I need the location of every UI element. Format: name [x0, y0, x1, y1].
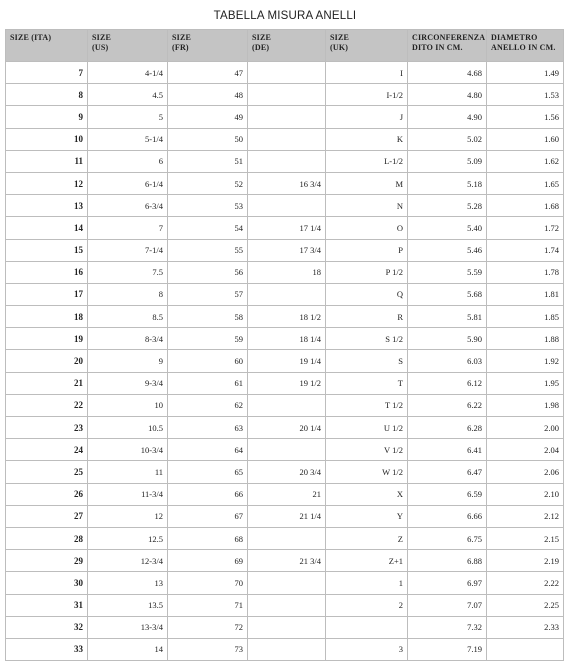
cell-size-ita: 23 — [6, 417, 88, 439]
cell-size-ita: 7 — [6, 62, 88, 84]
cell-size-ita: 24 — [6, 439, 88, 461]
cell-size-uk: Y — [326, 505, 408, 527]
cell-size-uk: U 1/2 — [326, 417, 408, 439]
table-row — [6, 328, 564, 350]
cell-size-fr: 70 — [168, 572, 248, 594]
cell-size-uk: M — [326, 172, 408, 194]
cell-circumference: 6.41 — [408, 439, 487, 461]
cell-size-ita: 27 — [6, 505, 88, 527]
page-title: TABELLA MISURA ANELLI — [213, 10, 357, 22]
cell-size-de — [248, 195, 326, 217]
cell-size-de: 21 1/4 — [248, 505, 326, 527]
cell-circumference: 5.18 — [408, 172, 487, 194]
cell-size-de: 20 3/4 — [248, 461, 326, 483]
cell-size-de: 20 1/4 — [248, 417, 326, 439]
cell-size-uk: X — [326, 483, 408, 505]
cell-size-de — [248, 106, 326, 128]
column-header-size-us — [88, 30, 168, 62]
column-header-line: (FR) — [172, 43, 189, 52]
cell-circumference: 6.75 — [408, 527, 487, 549]
column-header-line: ANELLO IN CM. — [491, 43, 556, 52]
cell-size-de: 17 3/4 — [248, 239, 326, 261]
cell-size-fr: 51 — [168, 150, 248, 172]
cell-size-uk: J — [326, 106, 408, 128]
cell-size-de: 16 3/4 — [248, 172, 326, 194]
cell-diameter — [487, 638, 564, 660]
table-row — [6, 128, 564, 150]
cell-size-ita: 12 — [6, 172, 88, 194]
cell-diameter: 2.22 — [487, 572, 564, 594]
cell-size-ita: 19 — [6, 328, 88, 350]
cell-diameter: 1.60 — [487, 128, 564, 150]
column-header-line: SIZE — [172, 33, 192, 42]
cell-circumference: 6.59 — [408, 483, 487, 505]
cell-size-fr: 66 — [168, 483, 248, 505]
cell-size-uk: Q — [326, 283, 408, 305]
column-header-line: DITO IN CM. — [412, 43, 463, 52]
cell-size-ita: 26 — [6, 483, 88, 505]
cell-diameter: 1.68 — [487, 195, 564, 217]
cell-size-uk: I-1/2 — [326, 84, 408, 106]
cell-size-us: 4-1/4 — [88, 62, 168, 84]
cell-circumference: 4.90 — [408, 106, 487, 128]
cell-circumference: 5.68 — [408, 283, 487, 305]
column-header-line: SIZE — [252, 33, 272, 42]
cell-size-fr: 65 — [168, 461, 248, 483]
cell-size-us: 6 — [88, 150, 168, 172]
cell-circumference: 7.07 — [408, 594, 487, 616]
column-header-line: (UK) — [330, 43, 349, 52]
cell-diameter: 1.74 — [487, 239, 564, 261]
cell-size-fr: 62 — [168, 394, 248, 416]
column-header-line: CIRCONFERENZA — [412, 33, 486, 42]
cell-size-ita: 11 — [6, 150, 88, 172]
table-row — [6, 217, 564, 239]
cell-circumference: 5.81 — [408, 306, 487, 328]
cell-diameter: 1.88 — [487, 328, 564, 350]
table-row — [6, 261, 564, 283]
table-row — [6, 638, 564, 660]
cell-circumference: 4.68 — [408, 62, 487, 84]
cell-size-uk: T — [326, 372, 408, 394]
column-header-size-de — [248, 30, 326, 62]
cell-size-ita: 30 — [6, 572, 88, 594]
cell-size-uk: S — [326, 350, 408, 372]
cell-size-us: 7.5 — [88, 261, 168, 283]
column-header-size-uk — [326, 30, 408, 62]
cell-size-fr: 47 — [168, 62, 248, 84]
table-header-row — [6, 30, 564, 62]
cell-size-fr: 61 — [168, 372, 248, 394]
cell-size-ita: 29 — [6, 550, 88, 572]
cell-circumference: 6.47 — [408, 461, 487, 483]
cell-size-de — [248, 616, 326, 638]
cell-diameter: 1.56 — [487, 106, 564, 128]
cell-size-us: 12 — [88, 505, 168, 527]
cell-size-us: 13-3/4 — [88, 616, 168, 638]
cell-size-de: 19 1/2 — [248, 372, 326, 394]
cell-size-fr: 64 — [168, 439, 248, 461]
cell-diameter: 1.65 — [487, 172, 564, 194]
cell-size-us: 11 — [88, 461, 168, 483]
cell-circumference: 5.90 — [408, 328, 487, 350]
cell-size-fr: 54 — [168, 217, 248, 239]
cell-size-ita: 17 — [6, 283, 88, 305]
cell-size-fr: 63 — [168, 417, 248, 439]
cell-circumference: 7.19 — [408, 638, 487, 660]
table-row — [6, 172, 564, 194]
cell-size-ita: 21 — [6, 372, 88, 394]
table-row — [6, 527, 564, 549]
cell-size-fr: 55 — [168, 239, 248, 261]
table-row — [6, 84, 564, 106]
cell-size-us: 11-3/4 — [88, 483, 168, 505]
cell-size-fr: 69 — [168, 550, 248, 572]
cell-size-de — [248, 572, 326, 594]
table-row — [6, 394, 564, 416]
table-row — [6, 239, 564, 261]
cell-size-fr: 53 — [168, 195, 248, 217]
cell-diameter: 1.53 — [487, 84, 564, 106]
cell-size-us: 13 — [88, 572, 168, 594]
table-row — [6, 417, 564, 439]
cell-circumference: 6.12 — [408, 372, 487, 394]
table-row — [6, 62, 564, 84]
table-row — [6, 150, 564, 172]
cell-size-fr: 56 — [168, 261, 248, 283]
cell-size-uk: W 1/2 — [326, 461, 408, 483]
cell-circumference: 6.22 — [408, 394, 487, 416]
cell-diameter: 1.95 — [487, 372, 564, 394]
column-header-size-ita — [6, 30, 88, 62]
cell-size-ita: 22 — [6, 394, 88, 416]
cell-diameter: 1.49 — [487, 62, 564, 84]
cell-size-de — [248, 439, 326, 461]
cell-size-uk: Z — [326, 527, 408, 549]
cell-size-de — [248, 128, 326, 150]
cell-size-us: 6-1/4 — [88, 172, 168, 194]
cell-size-us: 12-3/4 — [88, 550, 168, 572]
cell-diameter: 2.33 — [487, 616, 564, 638]
cell-size-us: 14 — [88, 638, 168, 660]
cell-size-de: 21 — [248, 483, 326, 505]
cell-size-us: 12.5 — [88, 527, 168, 549]
cell-size-ita: 33 — [6, 638, 88, 660]
cell-size-us: 9 — [88, 350, 168, 372]
cell-circumference: 6.88 — [408, 550, 487, 572]
cell-size-uk: K — [326, 128, 408, 150]
cell-size-fr: 52 — [168, 172, 248, 194]
cell-size-de — [248, 150, 326, 172]
cell-diameter: 1.72 — [487, 217, 564, 239]
cell-size-uk: S 1/2 — [326, 328, 408, 350]
cell-size-fr: 71 — [168, 594, 248, 616]
cell-size-ita: 25 — [6, 461, 88, 483]
cell-size-de — [248, 283, 326, 305]
cell-size-fr: 73 — [168, 638, 248, 660]
cell-circumference: 6.66 — [408, 505, 487, 527]
column-header-line: (DE) — [252, 43, 270, 52]
cell-diameter: 2.15 — [487, 527, 564, 549]
cell-size-us: 8-3/4 — [88, 328, 168, 350]
cell-size-de — [248, 62, 326, 84]
cell-size-us: 7-1/4 — [88, 239, 168, 261]
cell-circumference: 5.59 — [408, 261, 487, 283]
cell-size-ita: 14 — [6, 217, 88, 239]
cell-size-ita: 8 — [6, 84, 88, 106]
column-header-circumference — [408, 30, 487, 62]
ring-size-table — [5, 29, 564, 661]
cell-circumference: 6.97 — [408, 572, 487, 594]
cell-size-fr: 60 — [168, 350, 248, 372]
cell-size-fr: 67 — [168, 505, 248, 527]
column-header-line: SIZE — [92, 33, 112, 42]
cell-size-uk: V 1/2 — [326, 439, 408, 461]
cell-size-de: 18 — [248, 261, 326, 283]
column-header-line: (US) — [92, 43, 109, 52]
cell-size-fr: 50 — [168, 128, 248, 150]
table-row — [6, 505, 564, 527]
cell-diameter: 2.10 — [487, 483, 564, 505]
column-header-size-fr — [168, 30, 248, 62]
cell-size-uk: O — [326, 217, 408, 239]
cell-size-fr: 59 — [168, 328, 248, 350]
cell-circumference: 5.28 — [408, 195, 487, 217]
cell-size-de — [248, 394, 326, 416]
table-row — [6, 483, 564, 505]
cell-size-de: 19 1/4 — [248, 350, 326, 372]
cell-size-uk: 2 — [326, 594, 408, 616]
cell-size-uk: P 1/2 — [326, 261, 408, 283]
cell-size-fr: 48 — [168, 84, 248, 106]
cell-size-fr: 72 — [168, 616, 248, 638]
cell-diameter: 2.04 — [487, 439, 564, 461]
cell-diameter: 1.85 — [487, 306, 564, 328]
cell-size-ita: 13 — [6, 195, 88, 217]
table-row — [6, 350, 564, 372]
cell-size-de: 21 3/4 — [248, 550, 326, 572]
cell-size-uk: P — [326, 239, 408, 261]
table-row — [6, 461, 564, 483]
cell-size-fr: 68 — [168, 527, 248, 549]
cell-size-us: 10.5 — [88, 417, 168, 439]
cell-size-de — [248, 594, 326, 616]
cell-circumference: 5.40 — [408, 217, 487, 239]
cell-size-us: 4.5 — [88, 84, 168, 106]
table-row — [6, 195, 564, 217]
cell-circumference: 6.28 — [408, 417, 487, 439]
cell-circumference: 5.09 — [408, 150, 487, 172]
table-row — [6, 439, 564, 461]
column-header-diameter — [487, 30, 564, 62]
column-header-line: SIZE — [330, 33, 350, 42]
cell-diameter: 2.19 — [487, 550, 564, 572]
cell-size-us: 8 — [88, 283, 168, 305]
cell-size-uk: Z+1 — [326, 550, 408, 572]
cell-size-uk: L-1/2 — [326, 150, 408, 172]
cell-size-uk — [326, 616, 408, 638]
cell-size-us: 5 — [88, 106, 168, 128]
cell-size-fr: 57 — [168, 283, 248, 305]
table-row — [6, 572, 564, 594]
cell-size-de — [248, 84, 326, 106]
cell-size-us: 5-1/4 — [88, 128, 168, 150]
cell-size-ita: 32 — [6, 616, 88, 638]
cell-size-us: 7 — [88, 217, 168, 239]
cell-circumference: 5.46 — [408, 239, 487, 261]
column-header-line: SIZE (ITA) — [10, 33, 52, 42]
cell-size-de: 18 1/2 — [248, 306, 326, 328]
cell-circumference: 5.02 — [408, 128, 487, 150]
cell-size-uk: I — [326, 62, 408, 84]
cell-diameter: 1.78 — [487, 261, 564, 283]
cell-diameter: 2.00 — [487, 417, 564, 439]
cell-size-us: 9-3/4 — [88, 372, 168, 394]
cell-size-us: 8.5 — [88, 306, 168, 328]
cell-circumference: 4.80 — [408, 84, 487, 106]
table-row — [6, 616, 564, 638]
cell-size-de — [248, 638, 326, 660]
cell-size-us: 13.5 — [88, 594, 168, 616]
cell-circumference: 6.03 — [408, 350, 487, 372]
cell-size-de — [248, 527, 326, 549]
cell-size-ita: 31 — [6, 594, 88, 616]
cell-size-de: 17 1/4 — [248, 217, 326, 239]
cell-size-ita: 15 — [6, 239, 88, 261]
cell-diameter: 1.98 — [487, 394, 564, 416]
cell-size-ita: 9 — [6, 106, 88, 128]
cell-size-us: 10-3/4 — [88, 439, 168, 461]
cell-circumference: 7.32 — [408, 616, 487, 638]
table-row — [6, 372, 564, 394]
cell-diameter: 2.12 — [487, 505, 564, 527]
cell-size-ita: 16 — [6, 261, 88, 283]
table-row — [6, 283, 564, 305]
cell-diameter: 1.92 — [487, 350, 564, 372]
cell-size-ita: 20 — [6, 350, 88, 372]
cell-size-us: 6-3/4 — [88, 195, 168, 217]
cell-size-uk: T 1/2 — [326, 394, 408, 416]
cell-size-ita: 10 — [6, 128, 88, 150]
cell-size-fr: 49 — [168, 106, 248, 128]
cell-size-fr: 58 — [168, 306, 248, 328]
table-row — [6, 106, 564, 128]
cell-size-ita: 28 — [6, 527, 88, 549]
cell-diameter: 1.62 — [487, 150, 564, 172]
table-row — [6, 306, 564, 328]
cell-size-us: 10 — [88, 394, 168, 416]
cell-size-uk: 1 — [326, 572, 408, 594]
cell-size-uk: N — [326, 195, 408, 217]
cell-size-uk: R — [326, 306, 408, 328]
cell-diameter: 2.06 — [487, 461, 564, 483]
cell-diameter: 1.81 — [487, 283, 564, 305]
cell-size-uk: 3 — [326, 638, 408, 660]
table-row — [6, 594, 564, 616]
column-header-line: DIAMETRO — [491, 33, 538, 42]
cell-size-ita: 18 — [6, 306, 88, 328]
cell-diameter: 2.25 — [487, 594, 564, 616]
cell-size-de: 18 1/4 — [248, 328, 326, 350]
table-row — [6, 550, 564, 572]
